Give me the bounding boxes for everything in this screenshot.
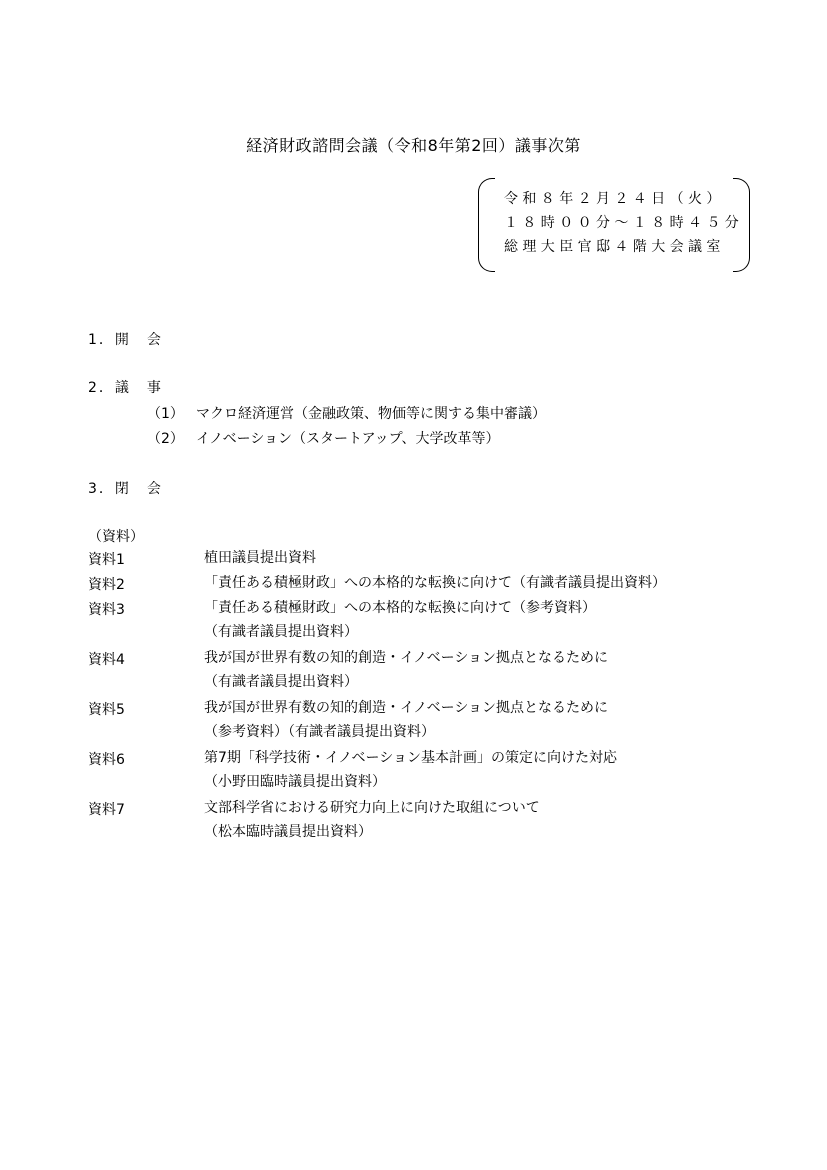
material-line: 我が国が世界有数の知的創造・イノベーション拠点となるために xyxy=(204,700,609,716)
material-line: （有識者議員提出資料） xyxy=(204,624,358,640)
material-title xyxy=(204,646,608,694)
material-label: 資料1 xyxy=(88,552,125,568)
page-title: 経済財政諮問会議（令和8年第2回）議事次第 xyxy=(246,136,581,155)
material-label: 資料4 xyxy=(88,652,125,668)
meeting-date: 令和８年２月２４日（火） xyxy=(504,191,725,207)
section-opening: 1．開 会 xyxy=(88,332,163,348)
material-title xyxy=(204,696,608,744)
material-line: （小野田臨時議員提出資料） xyxy=(204,774,386,790)
material-label: 資料2 xyxy=(88,577,125,593)
material-line: 我が国が世界有数の知的創造・イノベーション拠点となるために xyxy=(204,650,609,666)
material-line: 「責任ある積極財政」への本格的な転換に向けて（参考資料） xyxy=(204,600,596,616)
section-closing: 3．閉 会 xyxy=(88,481,163,497)
agenda-item-text: マクロ経済運営（金融政策、物価等に関する集中審議） xyxy=(196,406,546,422)
material-line: 「責任ある積極財政」への本格的な転換に向けて（有識者議員提出資料） xyxy=(204,575,666,591)
meeting-time: １８時００分～１８時４５分 xyxy=(504,215,744,231)
material-line: （有識者議員提出資料） xyxy=(204,674,358,690)
agenda-item-number: （2） xyxy=(147,431,184,447)
agenda-item-text: イノベーション（スタートアップ、大学改革等） xyxy=(196,431,500,447)
material-label: 資料3 xyxy=(88,602,125,618)
meeting-info xyxy=(504,187,744,259)
material-title xyxy=(204,746,617,794)
material-line: 第7期「科学技術・イノベーション基本計画」の策定に向けた対応 xyxy=(204,750,617,766)
material-line: 文部科学省における研究力向上に向けた取組について xyxy=(204,800,540,816)
material-title xyxy=(204,796,540,844)
meeting-place: 総理大臣官邸４階大会議室 xyxy=(504,239,725,255)
material-line: （松本臨時議員提出資料） xyxy=(204,824,372,840)
agenda-item-number: （1） xyxy=(147,406,184,422)
material-title xyxy=(204,546,316,570)
materials-heading: （資料） xyxy=(88,529,144,545)
left-bracket xyxy=(478,178,495,272)
section-proceedings: 2．議 事 xyxy=(88,380,163,396)
meeting-info-box xyxy=(478,178,750,272)
material-line: 植田議員提出資料 xyxy=(204,550,316,566)
material-title xyxy=(204,571,666,595)
material-line: （参考資料）（有識者議員提出資料） xyxy=(204,724,435,740)
material-title xyxy=(204,596,596,644)
material-label: 資料6 xyxy=(88,752,125,768)
material-label: 資料5 xyxy=(88,702,125,718)
material-label: 資料7 xyxy=(88,802,125,818)
